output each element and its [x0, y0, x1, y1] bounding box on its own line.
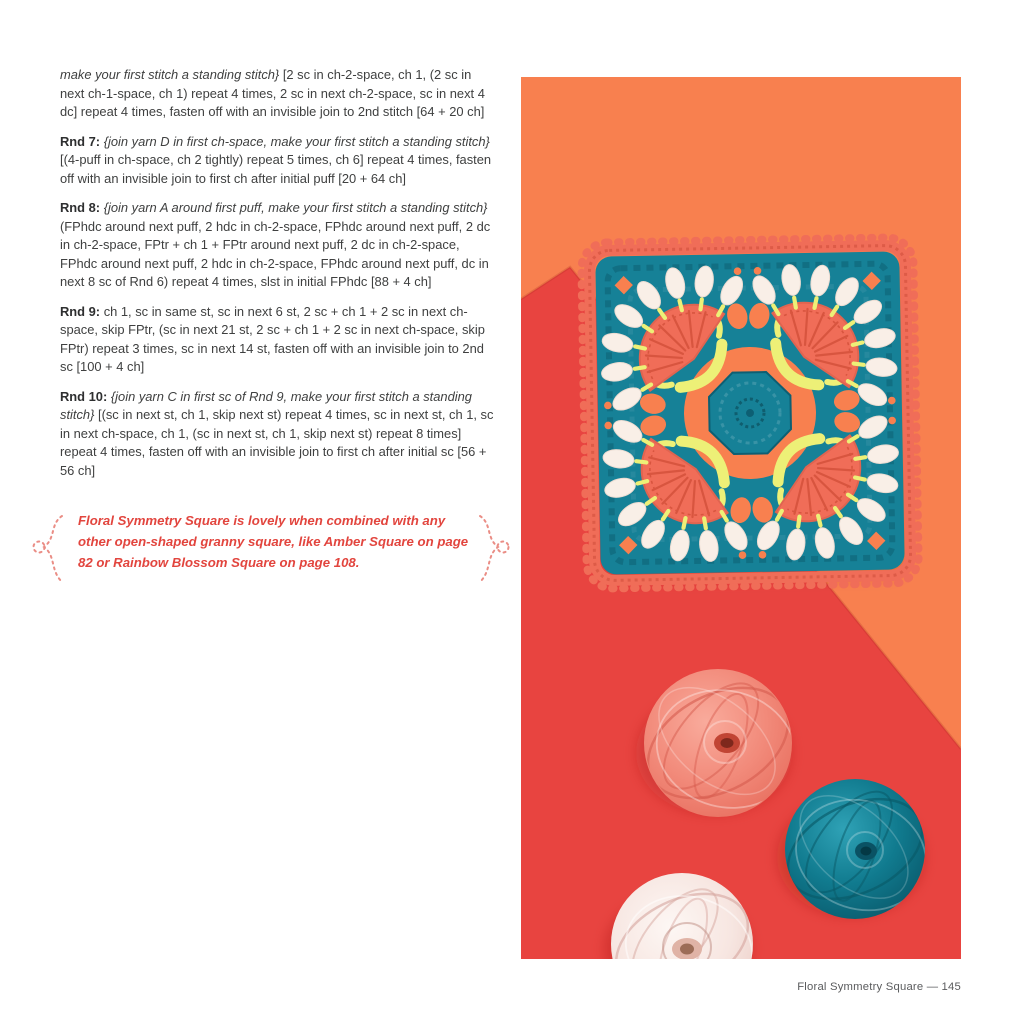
stitched-brace-left-icon [30, 510, 70, 590]
round-join-note: {join yarn C in first sc of Rnd 9, make your first stitch a standing stitch} [60, 388, 472, 422]
page-footer: Floral Symmetry Square — 145 [797, 981, 961, 993]
photo-granny-square-and-yarn [521, 77, 961, 959]
round-body-text: ch 1, sc in same st, sc in next 6 st, 2 sc + ch 1 + 2 sc in next ch-space, skip FPtr, (sc in next 21 st, 2 sc + ch 1 + 2 sc in next ch-space, skip FPtr) repeat 3 times, sc in next 14 st, fasten off with an invisible join to 2nd sc [100 + 4 ch] [60, 303, 485, 374]
round-join-note: make your first stitch a standing stitch} [60, 67, 280, 82]
pattern-instructions-column [60, 66, 497, 573]
round-label: Rnd 10: [60, 388, 108, 404]
tip-callout-text: Floral Symmetry Square is lovely when combined with any other open-shaped granny square, like Amber Square on page 82 or Rainbow Blossom Square on page 108. [78, 513, 469, 570]
round-label: Rnd 9: [60, 303, 101, 319]
round-body-text: [(4-puff in ch-space, ch 2 tightly) repeat 5 times, ch 6] repeat 4 times, fasten off with an invisible join to first ch after initial puff [20 + 64 ch] [60, 152, 492, 186]
paragraph-rnd7 [60, 133, 497, 189]
stitched-brace-right-icon [472, 510, 512, 590]
granny-square-illustration [560, 223, 940, 603]
round-join-note: {join yarn D in first ch-space, make your first stitch a standing stitch} [100, 133, 490, 149]
round-body-text: [(sc in next st, ch 1, skip next st) repeat 4 times, sc in next st, ch 1, sc in next ch-space, ch 1, (sc in next st, ch 1, skip next st) repeat 8 times] repeat 4 times, fasten off with an invisible join to first ch after initial sc [56 + 56 ch] [60, 407, 494, 478]
round-label: Rnd 8: [60, 200, 101, 215]
round-join-note: {join yarn A around first puff, make your first stitch a standing stitch} [100, 200, 488, 215]
round-label: Rnd 7: [60, 133, 101, 149]
paragraph-rnd9 [60, 303, 497, 377]
paragraph-rnd10 [60, 388, 497, 481]
tip-callout [78, 510, 470, 573]
paragraph-rnd6-continuation [60, 66, 497, 122]
round-body-text: (FPhdc around next puff, 2 hdc in ch-2-space, FPhdc around next puff, 2 dc in ch-2-space, FPtr + ch 1 + FPtr around next puff, 2 dc in ch-2-space, FPhdc around next puff, 2 hdc in ch-2-space, FPhdc around next puff, dc in next 8 sc of Rnd 6) repeat 4 times, slst in initial FPhdc [88 + 4 ch] [60, 218, 491, 289]
paragraph-rnd8 [60, 199, 497, 292]
round-body-text: [2 sc in ch-2-space, ch 1, (2 sc in next ch-1-space, ch 1) repeat 4 times, 2 sc in next ch-2-space, sc in next 4 dc] repeat 4 times, fasten off with an invisible join to 2nd stitch [64 + 20 ch] [60, 67, 485, 119]
